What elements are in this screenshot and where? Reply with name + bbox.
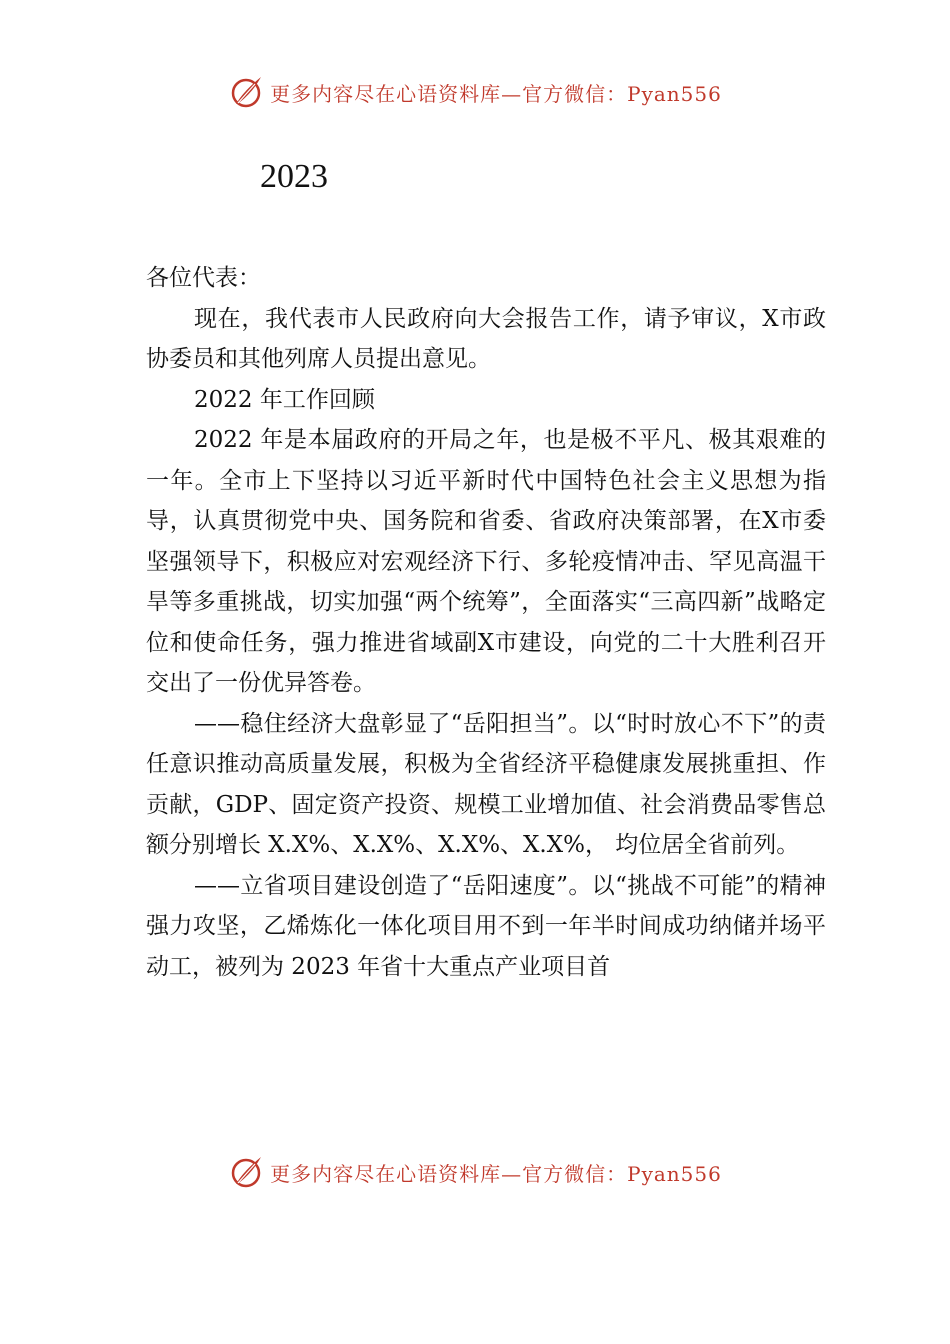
- paragraph: ——立省项目建设创造了“岳阳速度”。以“挑战不可能”的精神强力攻坚，乙烯炼化一体化项目用不到一年半时间成功纳储并场平动工，被列为 2023 年省十大重点产业项目首: [146, 872, 826, 980]
- paragraph: ——稳住经济大盘彰显了“岳阳担当”。以“时时放心不下”的责任意识推动高质量发展，积极为全省经济平稳健康发展挑重担、作贡献，GDP、固定资产投资、规模工业增加值、社会消费品零售总额分别增长 X.X%、X.X%、X.X%、X.X%， 均位居全省前列。: [146, 710, 826, 858]
- watermark-banner-bottom: [0, 1150, 950, 1194]
- salutation: 各位代表：: [146, 265, 261, 291]
- paragraph: 2022 年是本届政府的开局之年，也是极不平凡、极其艰难的一年。全市上下坚持以习近平新时代中国特色社会主义思想为指导，认真贯彻党中央、国务院和省委、省政府决策部署，在X市委坚强领导下，积极应对宏观经济下行、多轮疫情冲击、罕见高温干旱等多重挑战，切实加强“两个统筹”，全面落实“三高四新”战略定位和使命任务，强力推进省域副X市建设，向党的二十大胜利召开交出了一份优异答卷。: [146, 427, 826, 696]
- section-heading: 2022 年工作回顾: [194, 386, 375, 413]
- document-body: [146, 258, 826, 987]
- watermark-text: 更多内容尽在心语资料库—官方微信：Pyan556: [270, 81, 722, 106]
- watermark-text: 更多内容尽在心语资料库—官方微信：Pyan556: [270, 1161, 722, 1186]
- document-title-year: 2023: [260, 158, 328, 195]
- feather-pen-logo-icon: [228, 1154, 264, 1190]
- feather-pen-logo-icon: [228, 74, 264, 110]
- paragraph: 现在，我代表市人民政府向大会报告工作，请予审议，X市政协委员和其他列席人员提出意见。: [146, 305, 826, 372]
- watermark-banner-top: [0, 70, 950, 114]
